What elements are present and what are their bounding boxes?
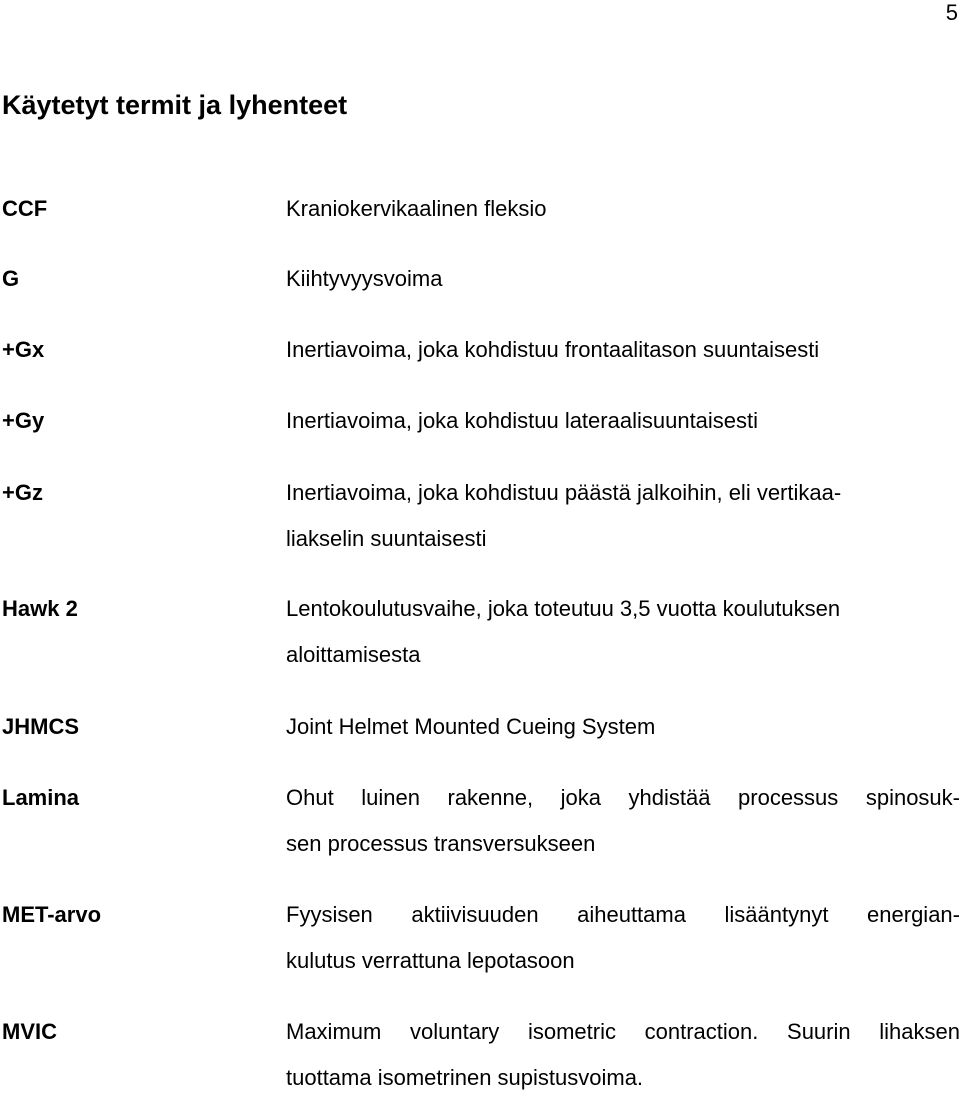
definition-line: Kraniokervikaalinen fleksio — [286, 196, 547, 221]
definition-line: Lentokoulutusvaihe, joka toteutuu 3,5 vuotta koulutuksen — [286, 596, 841, 621]
term-definition — [286, 892, 960, 984]
term-abbreviation: Lamina — [2, 785, 80, 810]
definition-line: Inertiavoima, joka kohdistuu frontaalitason suuntaisesti — [286, 337, 820, 362]
definition-line — [286, 1009, 960, 1055]
term-definition — [286, 186, 960, 232]
definition-line: Kiihtyvyysvoima — [286, 266, 443, 291]
definition-line: kulutus verrattuna lepotasoon — [286, 948, 575, 973]
term-definition — [286, 775, 960, 867]
definition-line: sen processus transversukseen — [286, 831, 596, 856]
definition-line: Joint Helmet Mounted Cueing System — [286, 714, 656, 739]
term-abbreviation: JHMCS — [2, 714, 80, 739]
term-abbreviation: +Gx — [2, 337, 45, 362]
definition-line — [286, 892, 960, 938]
definition-words: Ohut luinen rakenne, joka yhdistää processus spinosuk- — [286, 785, 960, 810]
definition-words: Maximum voluntary isometric contraction. Suurin lihaksen — [286, 1019, 960, 1044]
term-definition — [286, 470, 960, 562]
definition-line: Inertiavoima, joka kohdistuu päästä jalkoihin, eli vertikaa- — [286, 480, 842, 505]
term-abbreviation: +Gy — [2, 408, 45, 433]
term-abbreviation: Hawk 2 — [2, 596, 78, 621]
term-definition — [286, 586, 960, 678]
term-abbreviation: +Gz — [2, 480, 43, 505]
term-abbreviation: MET-arvo — [2, 902, 102, 927]
term-abbreviation: CCF — [2, 196, 48, 221]
definition-words: Fyysisen aktiivisuuden aiheuttama lisääntynyt energian- — [286, 902, 960, 927]
definition-line: aloittamisesta — [286, 642, 421, 667]
term-abbreviation: G — [2, 266, 20, 291]
definition-line: tuottama isometrinen supistusvoima. — [286, 1065, 644, 1090]
definition-line: Inertiavoima, joka kohdistuu lateraalisuuntaisesti — [286, 408, 759, 433]
term-definition — [286, 704, 960, 750]
page-number: 5 — [945, 0, 958, 25]
term-definition — [286, 256, 960, 302]
term-definition — [286, 1009, 960, 1101]
definition-line — [286, 775, 960, 821]
page-title: Käytetyt termit ja lyhenteet — [2, 90, 348, 120]
term-definition — [286, 327, 960, 373]
definition-line: liakselin suuntaisesti — [286, 526, 487, 551]
term-definition — [286, 398, 960, 444]
term-abbreviation: MVIC — [2, 1019, 57, 1044]
